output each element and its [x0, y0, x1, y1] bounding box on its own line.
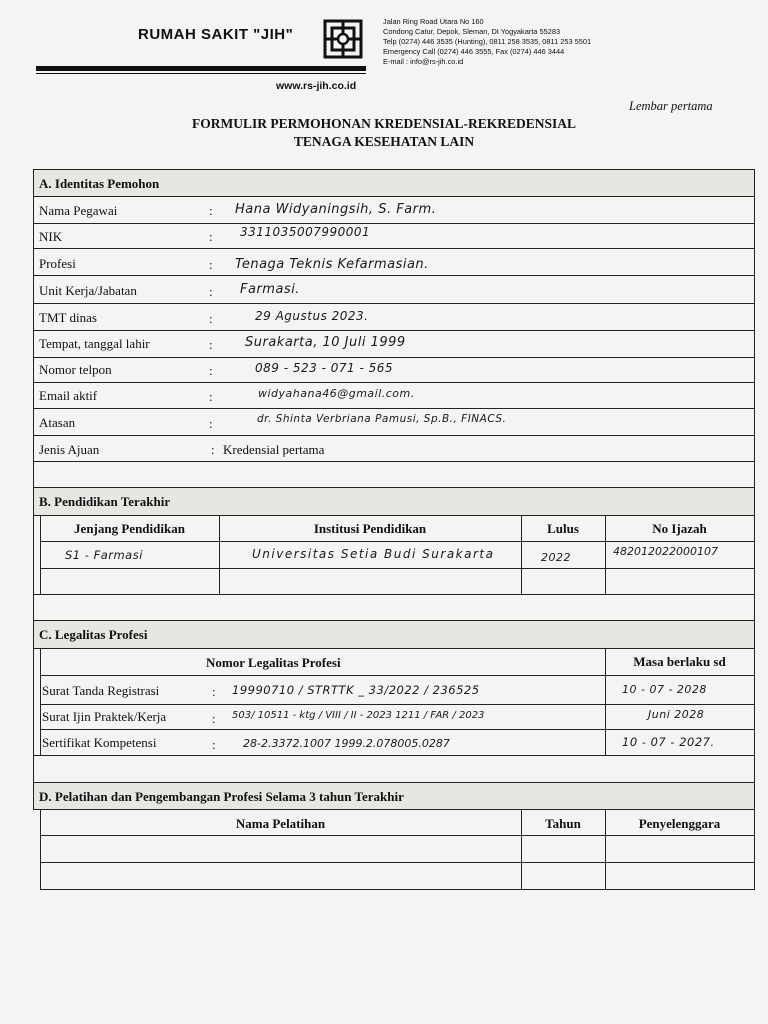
address-line: Jalan Ring Road Utara No 160	[383, 17, 484, 26]
row-line	[33, 303, 755, 304]
row-line	[33, 408, 755, 409]
form-title-line1: FORMULIR PERMOHONAN KREDENSIAL-REKREDENSIAL	[191, 116, 577, 131]
header-divider-thick	[36, 66, 366, 71]
address-line: E-mail : info@rs-jih.co.id	[383, 57, 464, 66]
legal-value-sertifikat[interactable]: 28-2.3372.1007 1999.2.078005.0287	[243, 737, 450, 750]
field-colon: :	[212, 711, 216, 726]
legal-valid-sertifikat[interactable]: 10 - 07 - 2027.	[622, 735, 715, 749]
row-line	[40, 862, 755, 863]
col-header-nomor-legalitas: Nomor Legalitas Profesi	[206, 655, 341, 670]
field-label: Profesi	[39, 256, 76, 271]
field-value-profesi[interactable]: Tenaga Teknis Kefarmasian.	[235, 257, 429, 272]
field-value-nik[interactable]: 3311035007990001	[240, 225, 371, 239]
legal-label: Surat Tanda Registrasi	[42, 683, 160, 698]
row-line	[33, 382, 755, 383]
field-value-unit[interactable]: Farmasi.	[240, 282, 300, 297]
section-d-title: D. Pelatihan dan Pengembangan Profesi Selama 3 tahun Terakhir	[39, 789, 404, 804]
field-label: Unit Kerja/Jabatan	[39, 283, 137, 298]
row-line	[33, 275, 755, 276]
row-line	[33, 196, 755, 197]
field-value-telpon[interactable]: 089 - 523 - 071 - 565	[255, 361, 393, 375]
col-line	[40, 648, 41, 755]
hospital-website: www.rs-jih.co.id	[276, 80, 357, 92]
legal-value-str[interactable]: 19990710 / STRTTK _ 33/2022 / 236525	[232, 683, 480, 697]
row-line	[33, 782, 755, 783]
row-line	[33, 330, 755, 331]
row-line	[33, 515, 755, 516]
row-line	[33, 223, 755, 224]
col-header-jenjang: Jenjang Pendidikan	[74, 521, 185, 536]
row-line	[33, 461, 755, 462]
cell-institusi[interactable]: Universitas Setia Budi Surakarta	[252, 547, 495, 561]
row-line	[33, 487, 755, 488]
field-value-tmt[interactable]: 29 Agustus 2023.	[255, 309, 369, 323]
field-colon: :	[209, 257, 213, 272]
section-b-title: B. Pendidikan Terakhir	[39, 494, 171, 509]
col-header-no-ijazah: No Ijazah	[652, 521, 707, 536]
col-header-institusi: Institusi Pendidikan	[313, 521, 427, 536]
section-c-title: C. Legalitas Profesi	[39, 627, 148, 642]
section-a-title: A. Identitas Pemohon	[39, 176, 160, 191]
address-line: Telp (0274) 446 3535 (Hunting), 0811 258 3535, 0811 253 5501	[383, 37, 592, 46]
table-border-right	[754, 169, 755, 809]
legal-label: Surat Ijin Praktek/Kerja	[42, 709, 167, 724]
field-label: Atasan	[39, 415, 76, 430]
field-colon: :	[209, 311, 213, 326]
col-line	[754, 809, 755, 890]
address-line: Condong Catur, Depok, Sleman, DI Yogyakarta 55283	[383, 27, 561, 36]
row-line	[40, 729, 755, 730]
cell-jenjang[interactable]: S1 - Farmasi	[65, 548, 143, 562]
field-colon: :	[209, 389, 213, 404]
field-colon: :	[209, 203, 213, 218]
address-line: Emergency Call (0274) 446 3555, Fax (0274) 446 3444	[383, 47, 565, 56]
row-line	[40, 835, 755, 836]
legal-valid-str[interactable]: 10 - 07 - 2028	[622, 683, 707, 696]
hospital-address	[383, 17, 591, 67]
field-label: NIK	[39, 229, 63, 244]
field-label: Nomor telpon	[39, 362, 112, 377]
cell-no-ijazah[interactable]: 482012022000107	[613, 545, 718, 558]
row-line	[33, 620, 755, 621]
row-line	[33, 648, 755, 649]
hospital-logo-icon	[323, 19, 363, 59]
table-border-left	[33, 169, 34, 809]
row-line	[40, 704, 755, 705]
field-label: Email aktif	[39, 388, 98, 403]
field-value-email[interactable]: widyahana46@gmail.com.	[258, 387, 415, 400]
field-label: Nama Pegawai	[39, 203, 118, 218]
legal-valid-sip[interactable]: Juni 2028	[648, 708, 705, 721]
col-header-masa-berlaku: Masa berlaku sd	[633, 654, 726, 669]
field-colon: :	[209, 416, 213, 431]
row-line	[40, 541, 755, 542]
legal-label: Sertifikat Kompetensi	[42, 735, 157, 750]
row-line	[40, 568, 755, 569]
field-value-jenis-ajuan: Kredensial pertama	[223, 442, 325, 457]
row-line	[33, 248, 755, 249]
field-colon: :	[212, 737, 216, 752]
field-colon: :	[212, 684, 216, 699]
col-header-tahun: Tahun	[545, 816, 581, 831]
field-label: Tempat, tanggal lahir	[39, 336, 150, 351]
row-line	[33, 169, 755, 170]
field-label: TMT dinas	[39, 310, 97, 325]
col-header-penyelenggara: Penyelenggara	[638, 816, 721, 831]
field-colon: :	[209, 229, 213, 244]
row-line	[33, 594, 755, 595]
field-colon: :	[211, 442, 215, 457]
field-value-ttl[interactable]: Surakarta, 10 Juli 1999	[245, 335, 406, 350]
row-line	[33, 755, 755, 756]
row-line	[33, 357, 755, 358]
form-title-line2: TENAGA KESEHATAN LAIN	[293, 134, 475, 149]
cell-lulus[interactable]: 2022	[541, 551, 571, 564]
field-value-atasan[interactable]: dr. Shinta Verbriana Pamusi, Sp.B., FINACS.	[257, 413, 507, 425]
row-line	[40, 889, 755, 890]
legal-value-sip[interactable]: 503/ 10511 - ktg / VIII / II - 2023 1211 / FAR / 2023	[232, 710, 485, 721]
field-label: Jenis Ajuan	[39, 442, 100, 457]
field-colon: :	[209, 284, 213, 299]
col-header-lulus: Lulus	[547, 521, 579, 536]
row-line	[33, 809, 755, 810]
row-line	[40, 675, 755, 676]
header-divider-thin	[36, 73, 366, 74]
field-colon: :	[209, 363, 213, 378]
row-line	[33, 435, 755, 436]
field-value-nama[interactable]: Hana Widyaningsih, S. Farm.	[235, 202, 437, 217]
field-colon: :	[209, 337, 213, 352]
sheet-label: Lembar pertama	[629, 99, 713, 113]
hospital-name: RUMAH SAKIT "JIH"	[138, 26, 294, 43]
col-header-nama-pelatihan: Nama Pelatihan	[235, 816, 326, 831]
